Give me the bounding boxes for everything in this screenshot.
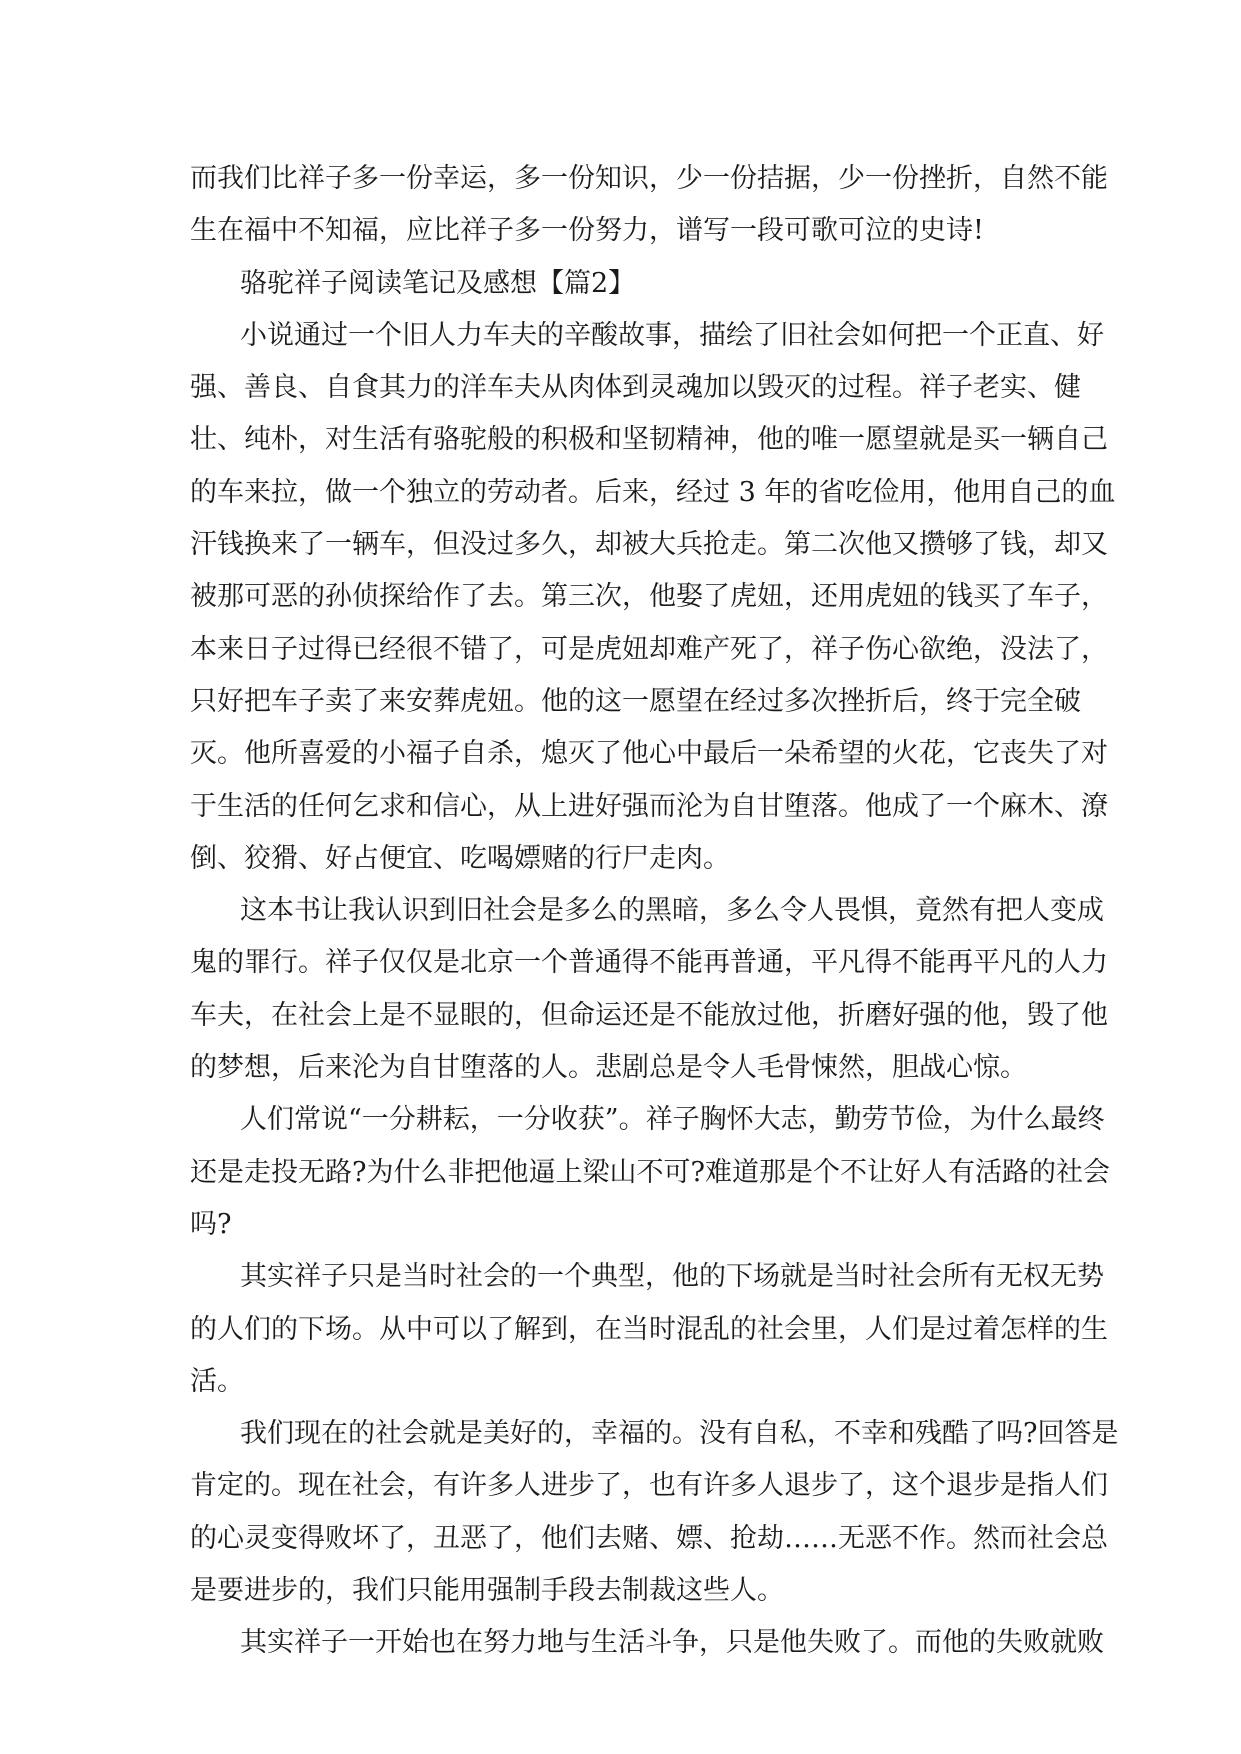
text-line: 的梦想，后来沦为自甘堕落的人。悲剧总是令人毛骨悚然，胆战心惊。 xyxy=(190,1052,1027,1084)
text-line: 壮、纯朴，对生活有骆驼般的积极和坚韧精神，他的唯一愿望就是买一辆自己 xyxy=(190,424,1108,456)
text-line: 于生活的任何乞求和信心，从上进好强而沦为自甘堕落。他成了一个麻木、潦 xyxy=(190,790,1108,822)
text-line: 而我们比祥子多一份幸运，多一份知识，少一份拮据，少一份挫折，自然不能 xyxy=(190,163,1108,194)
document-body xyxy=(190,153,1119,1670)
text-line: 活。 xyxy=(190,1365,244,1397)
text-line: 小说通过一个旧人力车夫的辛酸故事，描绘了旧社会如何把一个正直、好 xyxy=(240,319,1104,351)
text-line: 其实祥子一开始也在努力地与生活斗争，只是他失败了。而他的失败就败 xyxy=(240,1627,1104,1659)
text-line: 我们现在的社会就是美好的，幸福的。没有自私，不幸和残酷了吗?回答是 xyxy=(240,1418,1119,1450)
text-line: 这本书让我认识到旧社会是多么的黑暗，多么令人畏惧，竟然有把人变成 xyxy=(240,895,1104,927)
text-line: 本来日子过得已经很不错了，可是虎妞却难产死了，祥子伤心欲绝，没法了， xyxy=(190,633,1108,665)
text-line: 的人们的下场。从中可以了解到，在当时混乱的社会里，人们是过着怎样的生 xyxy=(190,1313,1108,1345)
text-line: 的心灵变得败坏了，丑恶了，他们去赌、嫖、抢劫……无恶不作。然而社会总 xyxy=(190,1522,1108,1554)
text-line: 其实祥子只是当时社会的一个典型，他的下场就是当时社会所有无权无势 xyxy=(240,1261,1104,1293)
text-line: 被那可恶的孙侦探给作了去。第三次，他娶了虎妞，还用虎妞的钱买了车子， xyxy=(190,581,1108,613)
text-line: 人们常说“一分耕耘，一分收获”。祥子胸怀大志，勤劳节俭，为什么最终 xyxy=(240,1104,1105,1136)
text-line: 还是走投无路?为什么非把他逼上梁山不可?难道那是个不让好人有活路的社会 xyxy=(190,1156,1110,1188)
text-line: 灭。他所喜爱的小福子自杀，熄灭了他心中最后一朵希望的火花，它丧失了对 xyxy=(190,738,1108,770)
text-line: 汗钱换来了一辆车，但没过多久，却被大兵抢走。第二次他又攒够了钱，却又 xyxy=(190,529,1108,561)
text-line: 鬼的罪行。祥子仅仅是北京一个普通得不能再普通，平凡得不能再平凡的人力 xyxy=(190,947,1108,979)
text-line: 生在福中不知福，应比祥子多一份努力，谱写一段可歌可泣的史诗! xyxy=(190,215,984,247)
text-line: 倒、狡猾、好占便宜、吃喝嫖赌的行尸走肉。 xyxy=(190,842,730,874)
section-heading: 骆驼祥子阅读笔记及感想【篇2】 xyxy=(240,267,636,299)
text-line: 吗? xyxy=(190,1208,232,1240)
text-line: 肯定的。现在社会，有许多人进步了，也有许多人退步了，这个退步是指人们 xyxy=(190,1470,1108,1502)
text-line: 是要进步的，我们只能用强制手段去制裁这些人。 xyxy=(190,1575,784,1607)
text-line: 只好把车子卖了来安葬虎妞。他的这一愿望在经过多次挫折后，终于完全破 xyxy=(190,685,1081,717)
text-line: 强、善良、自食其力的洋车夫从肉体到灵魂加以毁灭的过程。祥子老实、健 xyxy=(190,372,1081,404)
text-line: 车夫，在社会上是不显眼的，但命运还是不能放过他，折磨好强的他，毁了他 xyxy=(190,999,1108,1031)
text-line: 的车来拉，做一个独立的劳动者。后来，经过 3 年的省吃俭用，他用自己的血 xyxy=(190,476,1116,508)
